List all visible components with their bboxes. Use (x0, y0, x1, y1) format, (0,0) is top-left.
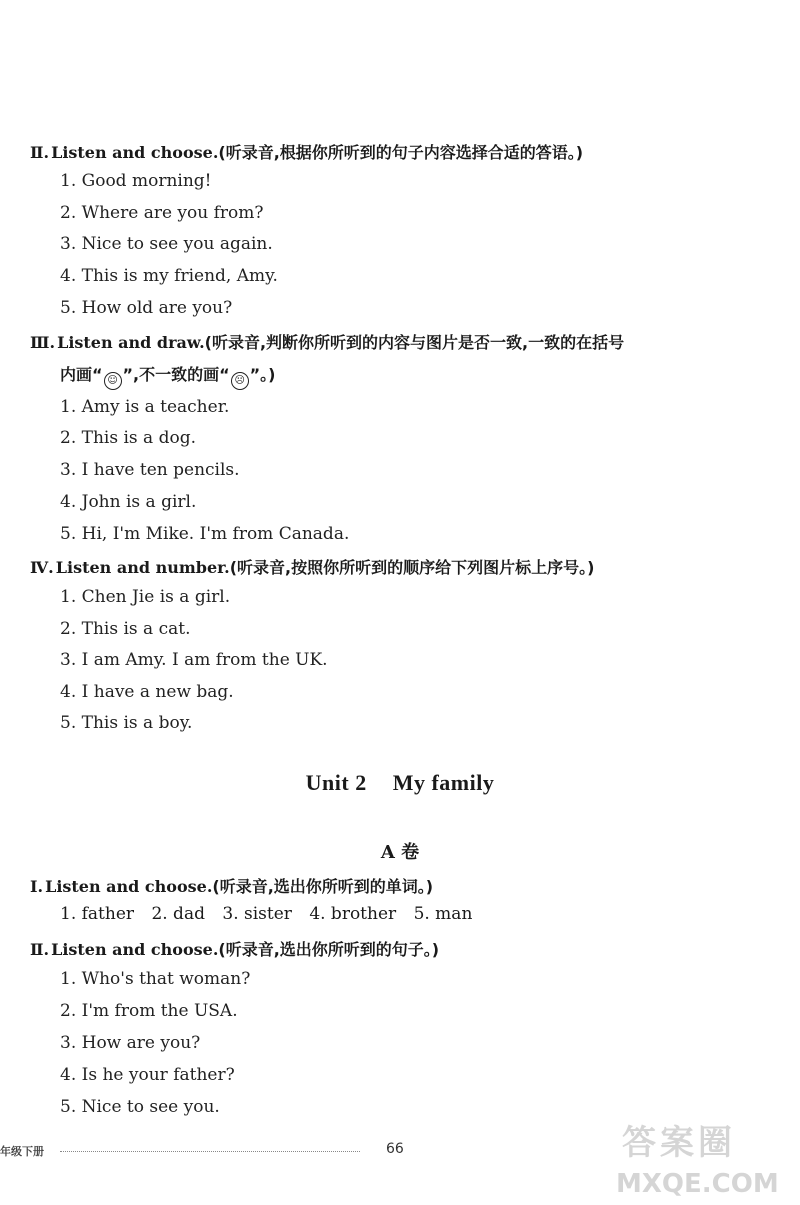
section-number: Ⅲ. (30, 333, 56, 352)
section-instruction-cn: (听录音,选出你所听到的单词。) (212, 877, 434, 896)
word-item: 2. dad (151, 904, 205, 924)
a-section-i-heading (30, 874, 433, 897)
watermark-text: 答案圈 (622, 1123, 736, 1163)
section-iii-heading (30, 330, 624, 353)
footer-divider (60, 1151, 360, 1152)
list-item: 2. This is a dog. (60, 428, 196, 448)
list-item: 5. How old are you? (60, 298, 233, 318)
section-instruction-cn: (听录音,根据你所听到的句子内容选择合适的答语。) (218, 143, 584, 162)
list-item: 1. Who's that woman? (60, 969, 251, 989)
list-item: 5. Hi, I'm Mike. I'm from Canada. (60, 524, 350, 544)
section-title-en: Listen and choose. (51, 143, 219, 162)
list-item: 1. Chen Jie is a girl. (60, 587, 231, 607)
unit-name: My family (392, 770, 495, 795)
section-number: Ⅱ. (30, 143, 50, 162)
section-number: Ⅱ. (30, 940, 50, 959)
section-title-en: Listen and choose. (45, 877, 213, 896)
sad-face-icon: ☹ (231, 372, 249, 390)
section-instruction-cn: (听录音,判断你所听到的内容与图片是否一致,一致的在括号 (204, 333, 625, 352)
instruction-part: ”,不一致的画“ (122, 365, 230, 384)
list-item: 2. I'm from the USA. (60, 1001, 238, 1021)
instruction-part: ”。) (249, 365, 276, 384)
list-item: 5. This is a boy. (60, 713, 193, 733)
list-item: 3. Nice to see you again. (60, 234, 273, 254)
section-instruction-cn: (听录音,按照你所听到的顺序给下列图片标上序号。) (229, 558, 595, 577)
section-title-en: Listen and number. (55, 558, 230, 577)
word-item: 5. man (413, 904, 473, 924)
paper-a-title: A 卷 (380, 842, 420, 863)
page-number: 66 (386, 1141, 404, 1157)
section-iii-heading-cont (60, 362, 276, 390)
list-item: 3. I have ten pencils. (60, 460, 240, 480)
instruction-part: 内画“ (60, 365, 103, 384)
list-item: 1. Good morning! (60, 171, 212, 191)
word-item: 1. father (60, 904, 135, 924)
section-instruction-cn: (听录音,选出你所听到的句子。) (218, 940, 440, 959)
footer-grade-label: 年级下册 (0, 1145, 44, 1158)
section-number: Ⅳ. (30, 558, 54, 577)
word-item: 3. sister (222, 904, 292, 924)
section-title-en: Listen and choose. (51, 940, 219, 959)
list-item: 4. John is a girl. (60, 492, 197, 512)
unit-label: Unit 2 (305, 770, 367, 795)
list-item: 1. Amy is a teacher. (60, 397, 230, 417)
unit-title (0, 770, 800, 796)
section-iv-heading (30, 555, 594, 578)
a-section-ii-heading (30, 937, 439, 960)
word-item: 4. brother (309, 904, 397, 924)
list-item: 4. I have a new bag. (60, 682, 234, 702)
list-item: 2. Where are you from? (60, 203, 264, 223)
word-list (60, 904, 484, 924)
section-number: Ⅰ. (30, 877, 44, 896)
happy-face-icon: ☺ (104, 372, 122, 390)
watermark-logo (612, 1115, 792, 1205)
watermark-url: MXQE.COM (616, 1169, 779, 1199)
list-item: 5. Nice to see you. (60, 1097, 220, 1117)
list-item: 4. Is he your father? (60, 1065, 235, 1085)
section-title-en: Listen and draw. (57, 333, 205, 352)
list-item: 3. I am Amy. I am from the UK. (60, 650, 328, 670)
section-ii-heading (30, 140, 583, 163)
list-item: 2. This is a cat. (60, 619, 191, 639)
list-item: 3. How are you? (60, 1033, 201, 1053)
list-item: 4. This is my friend, Amy. (60, 266, 278, 286)
